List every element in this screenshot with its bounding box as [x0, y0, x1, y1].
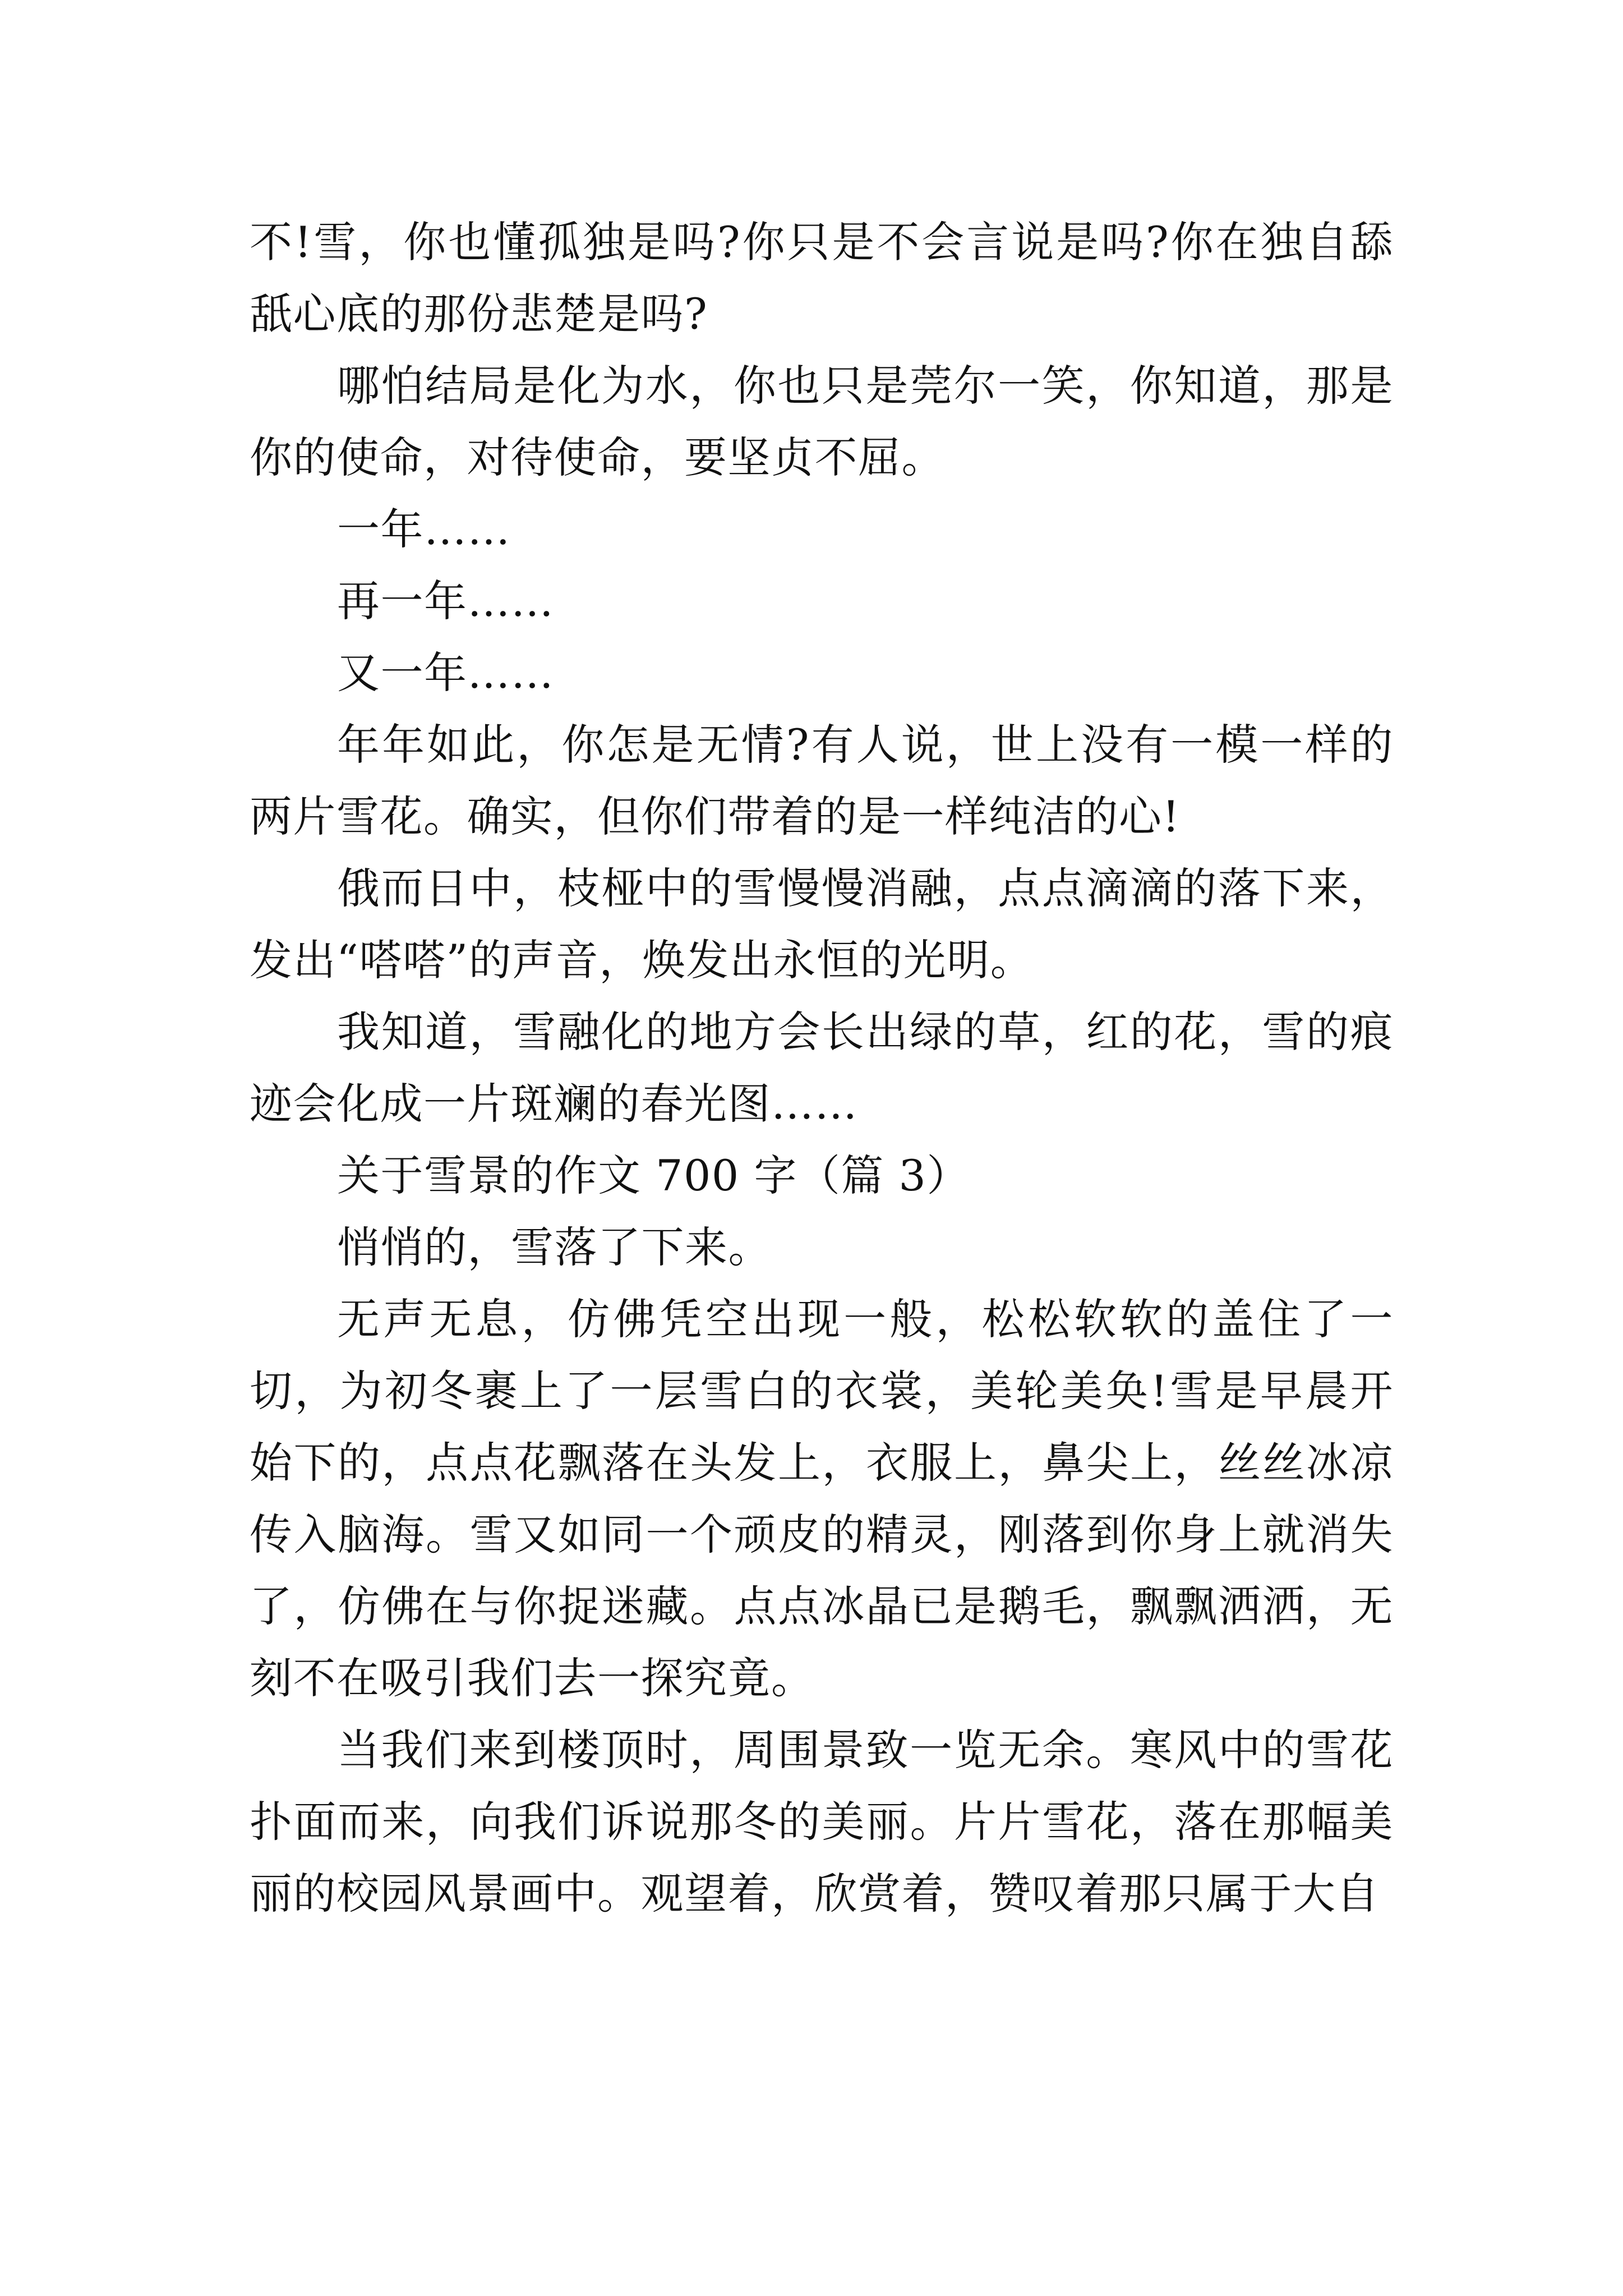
- paragraph-3: 一年……: [337, 504, 511, 554]
- paragraph-7: 俄而日中，枝桠中的雪慢慢消融，点点滴滴的落下来，发出“嗒嗒”的声音，焕发出永恒的光明。: [250, 863, 1394, 985]
- document-page: [250, 206, 1394, 1930]
- paragraph-1: 不!雪，你也懂孤独是吗?你只是不会言说是吗?你在独自舔舐心底的那份悲楚是吗?: [250, 217, 1394, 339]
- paragraph-8: 我知道，雪融化的地方会长出绿的草，红的花，雪的痕迹会化成一片斑斓的春光图……: [250, 1007, 1394, 1129]
- paragraph-2: 哪怕结局是化为水，你也只是莞尔一笑，你知道，那是你的使命，对待使命，要坚贞不屈。: [250, 361, 1394, 482]
- paragraph-12: 当我们来到楼顶时，周围景致一览无余。寒风中的雪花扑面而来，向我们诉说那冬的美丽。片片雪花，落在那幅美丽的校园风景画中。观望着，欣赏着，赞叹着那只属于大自: [250, 1725, 1394, 1918]
- paragraph-10: 悄悄的，雪落了下来。: [337, 1222, 772, 1272]
- paragraph-11: 无声无息，仿佛凭空出现一般，松松软软的盖住了一切，为初冬裹上了一层雪白的衣裳，美轮美奂!雪是早晨开始下的，点点花飘落在头发上，衣服上，鼻尖上，丝丝冰凉传入脑海。雪又如同一个顽皮的精灵，刚落到你身上就消失了，仿佛在与你捉迷藏。点点冰晶已是鹅毛，飘飘洒洒，无刻不在吸引我们去一探究竟。: [250, 1294, 1394, 1703]
- paragraph-5: 又一年……: [337, 648, 555, 698]
- paragraph-6: 年年如此，你怎是无情?有人说，世上没有一模一样的两片雪花。确实，但你们带着的是一样纯洁的心!: [250, 720, 1394, 841]
- paragraph-4: 再一年……: [337, 576, 555, 626]
- section-heading: 关于雪景的作文 700 字（篇 3）: [337, 1151, 970, 1200]
